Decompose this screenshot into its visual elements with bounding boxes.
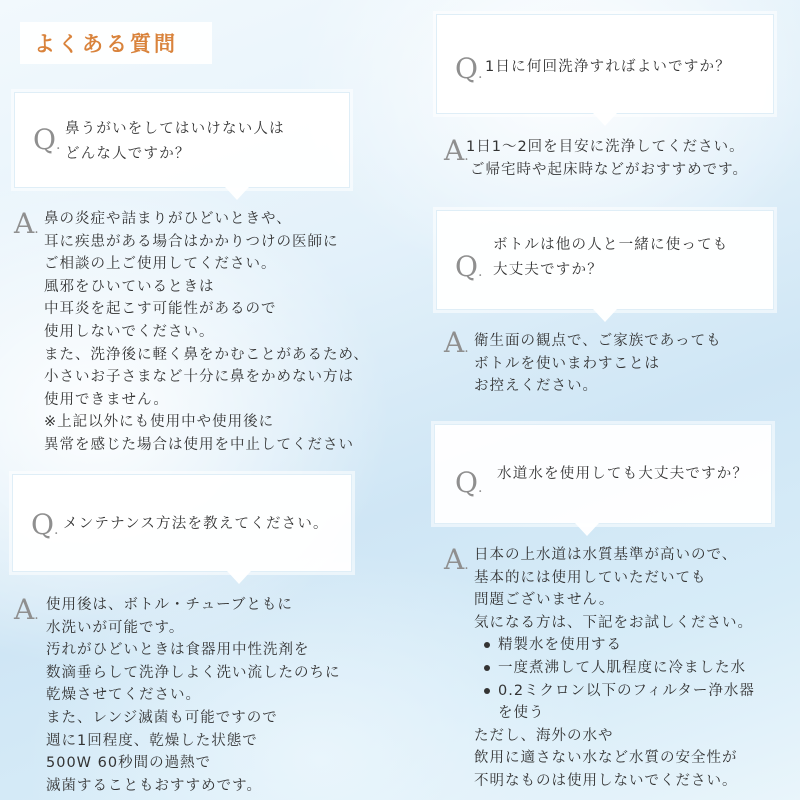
answer-text-2: 使用後は、ボトル・チューブともに 水洗いが可能です。 汚れがひどいときは食器用中性洗剤を 数滴垂らして洗浄しよく洗い流したのちに 乾燥させてください。 また、レンジ滅菌も可能ですので 週に1回程度、乾燥した状態で 500W 60秒間の過熱で 滅菌することもおすすめです。 — [46, 597, 341, 794]
page-title: よくある質問 — [20, 22, 212, 64]
question-text-1: 鼻うがいをしてはいけない人は どんな人ですか？ — [65, 121, 285, 162]
question-box-2 — [12, 474, 352, 572]
question-box-4 — [436, 210, 774, 310]
question-box-5 — [434, 424, 772, 524]
q-mark: Q. — [455, 250, 483, 283]
a-mark: A. — [444, 326, 469, 359]
question-box-1 — [14, 92, 350, 188]
a-mark: A. — [14, 207, 39, 240]
question-text-2: メンテナンス方法を教えてください。 — [63, 516, 329, 532]
a-mark: A. — [444, 134, 469, 167]
question-text-4: ボトルは他の人と一緒に使っても 大丈夫ですか？ — [493, 237, 729, 278]
answer-text-3: 1日1〜2回を目安に洗浄してください。 ご帰宅時や起床時などがおすすめです。 — [466, 139, 748, 178]
answer-text-4: 衛生面の観点で、ご家族であっても ボトルを使いまわすことは お控えください。 — [474, 333, 722, 395]
q-mark: Q. — [33, 123, 61, 156]
a-mark: A. — [14, 593, 39, 626]
bullet-list — [474, 634, 755, 702]
list-item: 精製水を使用する — [474, 634, 755, 657]
answer-text-1: 鼻の炎症や詰まりがひどいときや、 耳に疾患がある場合はかかりつけの医師に ご相談の上ご使用してください。 風邪をひいているときは 中耳炎を起こす可能性があるので 使用しないでください。 また、洗浄後に軽く鼻をかむことがあるため、 小さいお子さまなど十分に鼻をかめない方は 使用できません。 ※上記以外にも使用中や使用後に 異常を感じた場合は使用を中止してください — [44, 211, 369, 453]
question-box-3 — [436, 14, 774, 114]
q-mark: Q. — [455, 466, 483, 499]
question-text-3: 1日に何回洗浄すればよいですか？ — [485, 59, 731, 75]
q-mark: Q. — [31, 508, 59, 541]
list-item: 0.2ミクロン以下のフィルター浄水器 — [474, 680, 755, 703]
a-mark: A. — [444, 543, 469, 576]
list-item: 一度煮沸して人肌程度に冷ました水 — [474, 657, 755, 680]
question-text-5: 水道水を使用しても大丈夫ですか？ — [497, 466, 749, 482]
answer-text-5: 日本の上水道は水質基準が高いので、 基本的には使用していただいても 問題ございません。 気になる方は、下記をお試しください。 精製水を使用する 一度煮沸して人肌程度に冷ました水 0.2ミクロン以下のフィルター浄水器 を使う ただし、海外の水や 飲用に適さない水など水質の安全性が 不明なものは使用しないでください。 — [474, 547, 755, 789]
q-mark: Q. — [455, 52, 483, 85]
